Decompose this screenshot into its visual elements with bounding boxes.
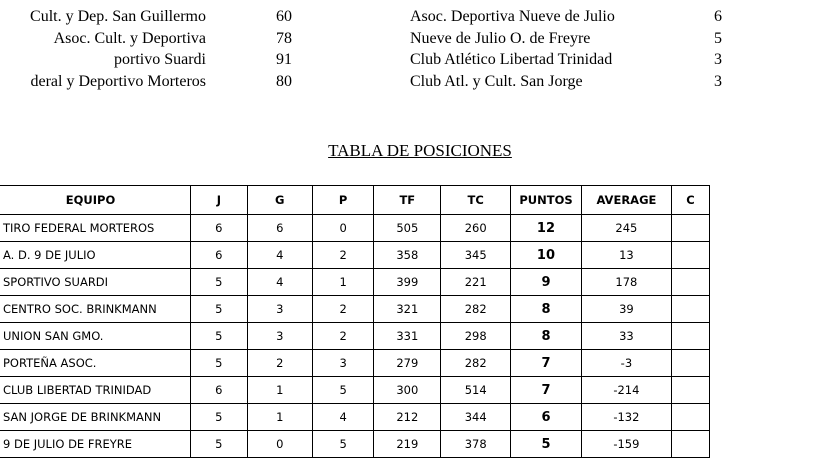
p-cell: 0 <box>312 215 373 242</box>
result-row <box>410 30 720 52</box>
puntos-cell: 7 <box>511 377 582 404</box>
tf-cell: 399 <box>374 269 441 296</box>
p-cell: 5 <box>312 431 373 458</box>
tf-cell: 279 <box>374 350 441 377</box>
tc-cell: 221 <box>441 269 511 296</box>
standings-table <box>0 185 710 458</box>
j-cell: 5 <box>191 431 248 458</box>
table-header-row <box>0 186 710 215</box>
average-cell: -3 <box>581 350 671 377</box>
col-p-header: P <box>312 186 373 215</box>
result-row <box>410 73 720 95</box>
col-puntos-header: PUNTOS <box>511 186 582 215</box>
result-score: 3 <box>714 72 722 90</box>
result-score: 78 <box>276 29 292 47</box>
j-cell: 6 <box>191 215 248 242</box>
g-cell: 4 <box>247 242 312 269</box>
puntos-cell: 10 <box>511 242 582 269</box>
team-cell: CENTRO SOC. BRINKMANN <box>0 296 191 323</box>
tc-cell: 260 <box>441 215 511 242</box>
average-cell: -214 <box>581 377 671 404</box>
table-row <box>0 350 710 377</box>
p-cell: 5 <box>312 377 373 404</box>
table-row <box>0 269 710 296</box>
tc-cell: 344 <box>441 404 511 431</box>
team-cell: TIRO FEDERAL MORTEROS <box>0 215 191 242</box>
result-score: 91 <box>276 51 292 68</box>
result-team: portivo Suardi <box>114 51 206 68</box>
p-cell: 2 <box>312 296 373 323</box>
col-equipo-header: EQUIPO <box>0 186 191 215</box>
table-row <box>0 377 710 404</box>
team-cell: UNION SAN GMO. <box>0 323 191 350</box>
g-cell: 1 <box>247 377 312 404</box>
tc-cell: 282 <box>441 350 511 377</box>
tc-cell: 514 <box>441 377 511 404</box>
j-cell: 5 <box>191 269 248 296</box>
average-cell: -159 <box>581 431 671 458</box>
j-cell: 6 <box>191 377 248 404</box>
col-g-header: G <box>247 186 312 215</box>
result-team: Club Atlético Libertad Trinidad <box>410 51 613 68</box>
team-cell: 9 DE JULIO DE FREYRE <box>0 431 191 458</box>
g-cell: 3 <box>247 323 312 350</box>
team-cell: SPORTIVO SUARDI <box>0 269 191 296</box>
tc-cell: 378 <box>441 431 511 458</box>
j-cell: 5 <box>191 404 248 431</box>
j-cell: 5 <box>191 350 248 377</box>
table-row <box>0 215 710 242</box>
col-tc-header: TC <box>441 186 511 215</box>
team-cell: PORTEÑA ASOC. <box>0 350 191 377</box>
table-title: TABLA DE POSICIONES <box>328 141 512 160</box>
puntos-cell: 12 <box>511 215 582 242</box>
p-cell: 2 <box>312 323 373 350</box>
result-row <box>0 51 340 73</box>
result-team: Asoc. Deportiva Nueve de Julio <box>410 8 615 25</box>
average-cell: 178 <box>581 269 671 296</box>
result-score: 80 <box>276 72 292 90</box>
g-cell: 4 <box>247 269 312 296</box>
tf-cell: 505 <box>374 215 441 242</box>
p-cell: 3 <box>312 350 373 377</box>
team-cell: A. D. 9 DE JULIO <box>0 242 191 269</box>
tf-cell: 219 <box>374 431 441 458</box>
p-cell: 2 <box>312 242 373 269</box>
col-c-header: C <box>671 186 709 215</box>
tf-cell: 358 <box>374 242 441 269</box>
result-row <box>410 8 720 30</box>
result-row <box>0 73 340 95</box>
tc-cell: 345 <box>441 242 511 269</box>
average-cell: 33 <box>581 323 671 350</box>
puntos-cell: 9 <box>511 269 582 296</box>
team-cell: CLUB LIBERTAD TRINIDAD <box>0 377 191 404</box>
c-cell <box>671 404 709 431</box>
table-row <box>0 323 710 350</box>
team-cell: SAN JORGE DE BRINKMANN <box>0 404 191 431</box>
average-cell: 245 <box>581 215 671 242</box>
g-cell: 1 <box>247 404 312 431</box>
puntos-cell: 6 <box>511 404 582 431</box>
j-cell: 6 <box>191 242 248 269</box>
c-cell <box>671 350 709 377</box>
j-cell: 5 <box>191 296 248 323</box>
c-cell <box>671 431 709 458</box>
g-cell: 0 <box>247 431 312 458</box>
g-cell: 2 <box>247 350 312 377</box>
result-team: Cult. y Dep. San Guillermo <box>30 8 206 25</box>
table-row <box>0 431 710 458</box>
tf-cell: 331 <box>374 323 441 350</box>
p-cell: 1 <box>312 269 373 296</box>
c-cell <box>671 323 709 350</box>
tf-cell: 212 <box>374 404 441 431</box>
result-row <box>0 30 340 52</box>
result-score: 6 <box>714 8 722 25</box>
result-score: 60 <box>276 8 292 25</box>
result-score: 3 <box>714 51 722 68</box>
col-j-header: J <box>191 186 248 215</box>
results-left <box>0 8 340 94</box>
col-average-header: AVERAGE <box>581 186 671 215</box>
j-cell: 5 <box>191 323 248 350</box>
g-cell: 3 <box>247 296 312 323</box>
table-row <box>0 242 710 269</box>
results-right <box>410 8 720 94</box>
result-team: Asoc. Cult. y Deportiva <box>53 29 206 47</box>
col-tf-header: TF <box>374 186 441 215</box>
result-score: 5 <box>714 29 722 47</box>
tc-cell: 282 <box>441 296 511 323</box>
tf-cell: 321 <box>374 296 441 323</box>
tf-cell: 300 <box>374 377 441 404</box>
puntos-cell: 8 <box>511 323 582 350</box>
result-team: Club Atl. y Cult. San Jorge <box>410 72 583 90</box>
result-row <box>410 51 720 73</box>
result-team: Nueve de Julio O. de Freyre <box>410 29 591 47</box>
result-team: deral y Deportivo Morteros <box>30 72 206 90</box>
c-cell <box>671 269 709 296</box>
average-cell: 13 <box>581 242 671 269</box>
p-cell: 4 <box>312 404 373 431</box>
table-row <box>0 296 710 323</box>
puntos-cell: 5 <box>511 431 582 458</box>
puntos-cell: 7 <box>511 350 582 377</box>
c-cell <box>671 296 709 323</box>
average-cell: -132 <box>581 404 671 431</box>
average-cell: 39 <box>581 296 671 323</box>
table-row <box>0 404 710 431</box>
result-row <box>0 8 340 30</box>
c-cell <box>671 377 709 404</box>
tc-cell: 298 <box>441 323 511 350</box>
c-cell <box>671 215 709 242</box>
puntos-cell: 8 <box>511 296 582 323</box>
g-cell: 6 <box>247 215 312 242</box>
c-cell <box>671 242 709 269</box>
